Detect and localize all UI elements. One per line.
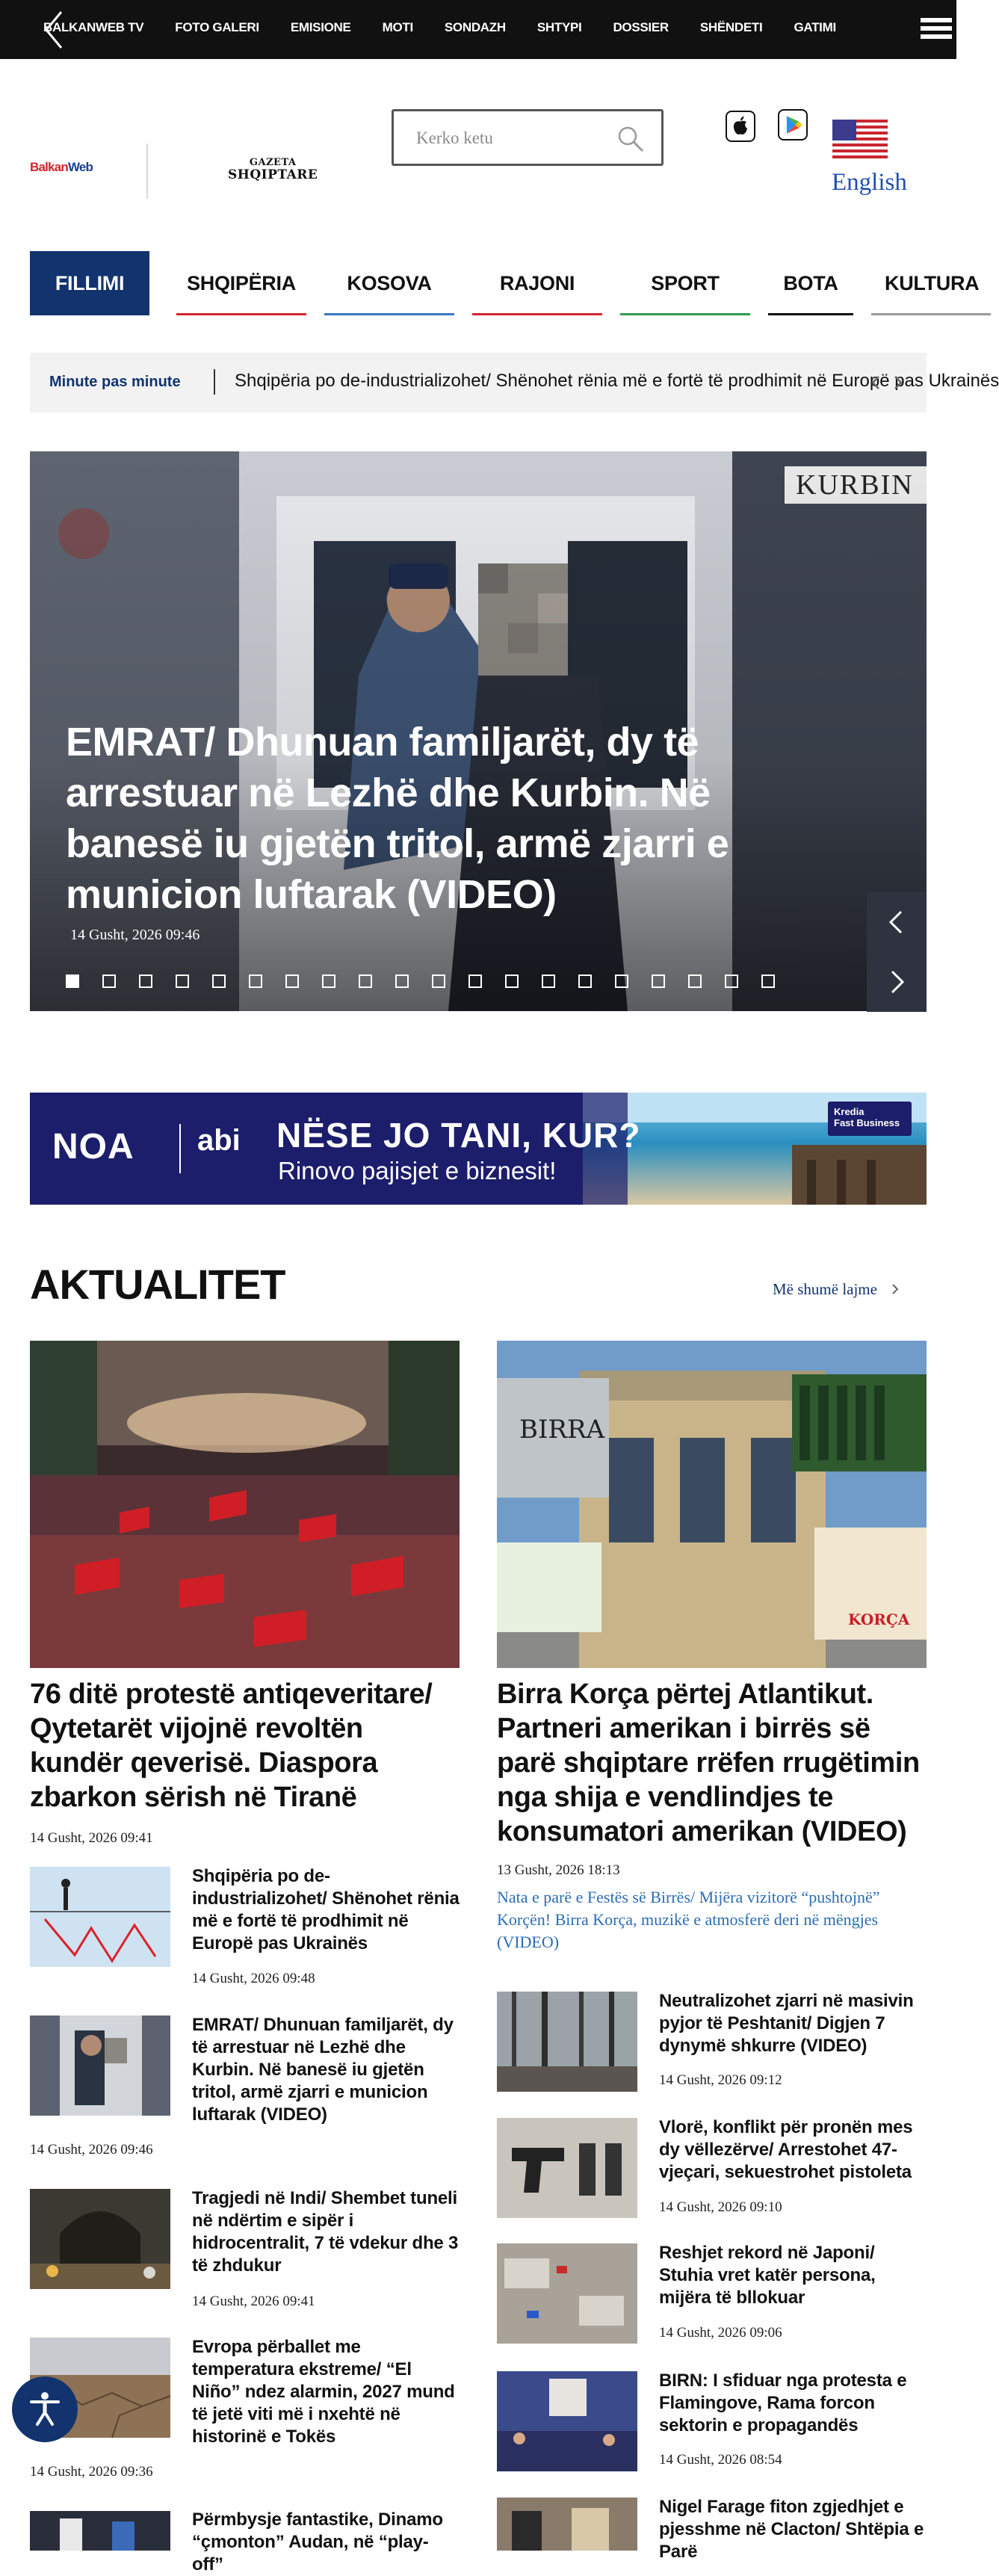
tab-kosova[interactable]: KOSOVA — [324, 251, 454, 315]
chevron-right-icon — [885, 969, 909, 995]
menu-icon[interactable] — [921, 18, 952, 42]
apple-icon — [727, 112, 754, 140]
left-list-image-1[interactable] — [30, 1867, 170, 1967]
left-list-title-1[interactable]: Shqipëria po de-industrializohet/ Shënohet rënia më e fortë të prodhimit në Europë pas Ukrainës — [192, 1866, 460, 1953]
right-list-date-3: 14 Gusht, 2026 09:06 — [659, 2325, 782, 2341]
right-list-title-5[interactable]: Nigel Farage fiton zgjedhjet e pjesshme në Clacton/ Shtëpia e Parë — [659, 2497, 924, 2562]
slider-dot[interactable] — [542, 975, 555, 988]
app-store-button[interactable] — [726, 111, 755, 142]
right-list-title-4[interactable]: BIRN: I sfiduar nga protesta e Flamingove, Rama forcon sektorin e propagandës — [659, 2370, 907, 2436]
slider-dot[interactable] — [212, 975, 226, 988]
ad-badge-line2: Fast Business — [834, 1117, 900, 1128]
right-list-title-1[interactable]: Neutralizohet zjarri në masivin pyjor të Peshtanit/ Digjen 7 dynymë shkurre (VIDEO) — [659, 1991, 914, 2056]
ad-headline: NËSE JO TANI, KUR? — [276, 1116, 641, 1155]
slider-dot[interactable] — [102, 975, 116, 988]
slider-dot[interactable] — [761, 975, 775, 988]
slider-dot[interactable] — [578, 975, 592, 988]
chevron-right-icon[interactable] — [889, 372, 907, 393]
gazeta-shqiptare-logo[interactable] — [228, 157, 318, 181]
slider-dot[interactable] — [688, 975, 702, 988]
ad-badge — [828, 1102, 912, 1136]
left-list-image-3[interactable] — [30, 2189, 170, 2289]
left-list-date-2: 14 Gusht, 2026 09:46 — [30, 2142, 153, 2158]
right-list-image-2[interactable] — [497, 2118, 637, 2218]
slider-dots — [66, 975, 798, 988]
slider-dot[interactable] — [285, 975, 299, 988]
right-main-image[interactable] — [497, 1341, 927, 1668]
top-bar — [0, 0, 956, 59]
topnav-gatimi[interactable]: GATIMI — [794, 20, 836, 34]
accessibility-icon — [25, 2390, 64, 2429]
ad-brand-noa: NOA — [52, 1127, 134, 1167]
slider-dot[interactable] — [652, 975, 665, 988]
right-list-image-5[interactable] — [497, 2498, 637, 2551]
balkanweb-logo[interactable] — [30, 160, 93, 175]
hero-date: 14 Gusht, 2026 09:46 — [70, 927, 200, 943]
tunnel-image — [30, 2189, 170, 2289]
us-flag-icon[interactable] — [832, 120, 888, 158]
slider-dot[interactable] — [468, 975, 482, 988]
left-list-title-2[interactable]: EMRAT/ Dhunuan familjarët, dy të arrestuar në Lezhë dhe Kurbin. Në banesë iu gjetën tritol, armë zjarri e municion luftarak (VIDEO) — [192, 2015, 454, 2125]
slider-dot[interactable] — [66, 975, 79, 988]
ticker-label: Minute pas minute — [49, 374, 181, 390]
section-title: AKTUALITET — [30, 1261, 285, 1308]
right-list-image-1[interactable] — [497, 1992, 637, 2092]
topnav-moti[interactable]: MOTI — [382, 20, 413, 34]
slider-dot[interactable] — [505, 975, 519, 988]
left-main-image[interactable] — [30, 1341, 460, 1668]
left-list-title-3[interactable]: Tragjedi në Indi/ Shembet tuneli në ndërtim e sipër i hidrocentralit, 7 të vdekur dhe 3 të zhdukur — [192, 2188, 459, 2276]
chevron-right-icon — [890, 1282, 900, 1296]
tab-rajoni[interactable]: RAJONI — [472, 251, 602, 315]
left-list-date-4: 14 Gusht, 2026 09:36 — [30, 2464, 153, 2480]
right-list-date-2: 14 Gusht, 2026 09:10 — [659, 2199, 782, 2215]
right-list-image-3[interactable] — [497, 2243, 637, 2344]
slider-dot[interactable] — [322, 975, 335, 988]
slider-dot[interactable] — [249, 975, 262, 988]
minute-ticker — [30, 353, 999, 413]
topnav-shendeti[interactable]: SHËNDETI — [699, 20, 763, 34]
slider-dot[interactable] — [139, 975, 152, 988]
ad-brand-abi: abi — [179, 1124, 276, 1173]
right-list-date-4: 14 Gusht, 2026 08:54 — [659, 2452, 782, 2468]
image-sign-text: BIRRA — [519, 1415, 605, 1445]
right-list-title-3[interactable]: Reshjet rekord në Japoni/ Stuhia vret katër persona, mijëra të bllokuar — [659, 2243, 876, 2308]
accessibility-button[interactable] — [12, 2376, 78, 2442]
topnav-balkanweb-tv[interactable]: BALKANWEB TV — [43, 20, 144, 34]
hero-slider[interactable] — [30, 451, 927, 1011]
ad-badge-line1: Kredia — [834, 1106, 865, 1117]
image-label-text: KORÇA — [848, 1610, 910, 1628]
right-list-date-1: 14 Gusht, 2026 09:12 — [659, 2072, 782, 2088]
police-image — [30, 2016, 170, 2116]
main-nav — [30, 251, 980, 318]
forest-fire-image — [497, 1992, 637, 2092]
slider-prev-button[interactable] — [867, 892, 927, 952]
hero-overlay-text: KURBIN — [796, 469, 914, 501]
left-list-title-5[interactable]: Përmbysje fantastike, Dinamo “çmonton” Audan, në “play-off” — [192, 2509, 443, 2575]
right-main-date: 13 Gusht, 2026 18:13 — [497, 1862, 620, 1878]
flood-image — [497, 2243, 637, 2344]
tab-sport[interactable]: SPORT — [620, 251, 750, 315]
right-list-title-2[interactable]: Vlorë, konflikt për pronën mes dy vëllezërve/ Arrestohet 47-vjeçari, sekuestrohet pistoleta — [659, 2117, 913, 2182]
right-main-title[interactable]: Birra Korça përtej Atlantikut. Partneri amerikan i birrës së parë shqiptare rrëfen rrugëtimin nga shija e vendlindjes te konsumatori amerikan (VIDEO) — [497, 1678, 920, 1847]
tightrope-image — [30, 1867, 170, 1967]
chevron-left-icon — [885, 909, 909, 936]
logo-divider — [146, 143, 148, 199]
flamingo-protest-image — [497, 2371, 637, 2471]
left-list-date-3: 14 Gusht, 2026 09:41 — [192, 2294, 315, 2309]
football-image — [30, 2511, 170, 2551]
logo-gazeta: GAZETA — [249, 157, 297, 168]
topnav-emisione[interactable]: EMISIONE — [290, 20, 351, 34]
language-link[interactable]: English — [832, 169, 907, 196]
google-play-icon — [779, 111, 806, 139]
top-nav — [43, 20, 836, 35]
tab-fillimi[interactable]: FILLIMI — [30, 251, 149, 315]
tab-shqiperia[interactable]: SHQIPËRIA — [176, 251, 306, 315]
logo-shqiptare: SHQIPTARE — [228, 167, 318, 182]
ticker-headline[interactable]: Shqipëria po de-industrializohet/ Shënohet rënia më e fortë të prodhimit në Europë pas Ukrainës — [235, 371, 999, 391]
tab-bota[interactable]: BOTA — [768, 251, 853, 315]
pistol-image — [497, 2118, 637, 2218]
chevron-left-icon[interactable] — [867, 372, 885, 393]
slider-dot[interactable] — [432, 975, 445, 988]
tab-kultura[interactable]: KULTURA — [871, 251, 991, 315]
farage-image — [497, 2498, 637, 2551]
left-list-date-1: 14 Gusht, 2026 09:48 — [192, 1971, 315, 1986]
slider-dot[interactable] — [615, 975, 628, 988]
topnav-shtypi[interactable]: SHTYPI — [536, 20, 582, 34]
ticker-separator — [214, 369, 215, 395]
ad-subline: Rinovo pajisjet e biznesit! — [278, 1157, 557, 1184]
topnav-dossier[interactable]: DOSSIER — [613, 20, 669, 34]
left-main-title[interactable]: 76 ditë protestë antiqeveritare/ Qytetarët vijojnë revoltën kundër qeverisë. Diaspora zbarkon sërish në Tiranë — [30, 1678, 433, 1813]
more-news-link[interactable] — [773, 1280, 900, 1299]
right-list-image-4[interactable] — [497, 2371, 637, 2471]
hero-title[interactable]: EMRAT/ Dhunuan familjarët, dy të arrestuar në Lezhë dhe Kurbin. Në banesë iu gjetën tritol, armë zjarri e municion luftarak (VIDEO) — [66, 720, 729, 917]
left-main-date: 14 Gusht, 2026 09:41 — [30, 1830, 153, 1846]
search-box — [392, 109, 664, 166]
slider-dot[interactable] — [395, 975, 409, 988]
right-main-excerpt[interactable]: Nata e parë e Festës së Birrës/ Mijëra vizitorë “pushtojnë” Korçën! Birra Korça, muzikë e atmosferë deri në mëngjes (VIDEO) — [497, 1888, 880, 1951]
logo-part-2: Web — [67, 160, 93, 174]
slider-next-button[interactable] — [867, 952, 927, 1012]
slider-dot[interactable] — [176, 975, 189, 988]
logo-part-1: Balkan — [30, 160, 68, 174]
birra-korca-image — [497, 1341, 927, 1668]
search-input[interactable] — [416, 126, 610, 150]
slider-dot[interactable] — [725, 975, 738, 988]
topnav-foto-galeri[interactable]: FOTO GALERI — [175, 20, 259, 34]
protest-image — [30, 1341, 460, 1668]
left-list-image-5[interactable] — [30, 2511, 170, 2551]
ad-banner[interactable] — [30, 1093, 927, 1205]
google-play-button[interactable] — [778, 109, 808, 140]
left-list-title-4[interactable]: Evropa përballet me temperatura ekstreme/ “El Niño” ndez alarmin, 2027 mund të jetë viti më i nxehtë në historinë e Tokës — [192, 2337, 455, 2447]
more-news-label: Më shumë lajme — [773, 1280, 877, 1298]
search-icon[interactable] — [616, 125, 645, 153]
left-list-image-2[interactable] — [30, 2016, 170, 2116]
slider-dot[interactable] — [359, 975, 372, 988]
topnav-sondazh[interactable]: SONDAZH — [444, 20, 506, 34]
